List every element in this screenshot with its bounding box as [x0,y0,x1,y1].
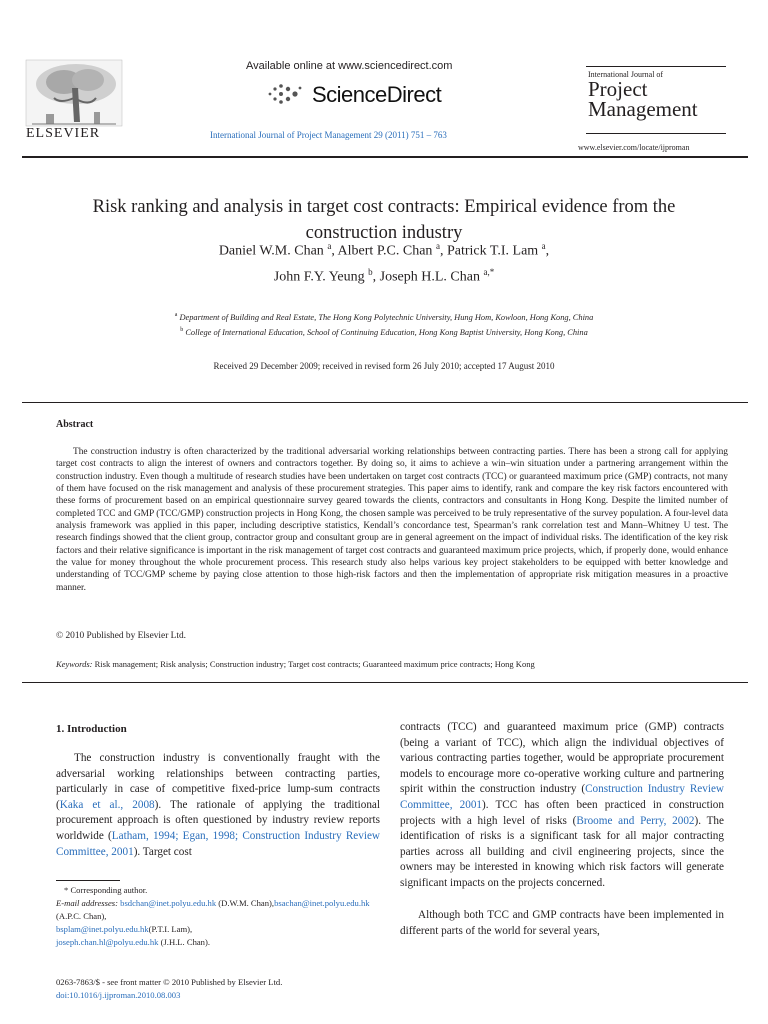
citation-link[interactable]: Latham, 1994; Egan, 1998; Construction Industry Review Committee, 2001 [56,829,380,858]
article-title: Risk ranking and analysis in target cost contracts: Empirical evidence from the construction industry [92,197,676,243]
abstract-heading: Abstract [56,419,94,430]
issn-doi [56,976,282,1002]
body-text: ). Target cost [133,845,192,858]
email-label: E-mail addresses: [56,898,118,908]
author-affiliation-mark: a,* [483,266,495,277]
keywords-label: Keywords: [56,659,93,669]
author-name: John F.Y. Yeung [273,269,365,285]
email-link[interactable]: bsplam@inet.polyu.edu.hk [56,924,149,934]
journal-logo-line1: Project [588,77,648,101]
author-name: Daniel W.M. Chan [218,243,324,259]
affiliation-line [60,309,708,324]
abstract-copyright: © 2010 Published by Elsevier Ltd. [56,631,187,641]
email-owner: (A.P.C. Chan), [56,911,107,921]
author-affiliation-mark: a [327,241,332,251]
body-text: ). The identification of risks is a significant task for all major contracting parties across all building and civil engineering projects, since the owners may be interested in knowing which risk factors will generate significant impacts on the projects concerned. [400,814,724,889]
affiliation-line [60,324,708,339]
author-line-1: Daniel W.M. Chan $^a$, Albert P.C. Chan $^a$, Patrick T.I. Lam $^a$, [218,241,550,259]
affiliation-mark: b [180,326,184,333]
issn-line: 0263-7863/$ - see front matter © 2010 Published by Elsevier Ltd. [56,977,283,987]
author-line-2: John F.Y. Yeung $^b$, Joseph H.L. Chan $^{a,*}$ [273,266,495,285]
author-affiliation-mark: a [435,241,440,251]
sciencedirect-wordmark: ScienceDirect [312,82,442,107]
corresponding-author-note: * Corresponding author. [64,885,148,895]
affiliation-text: College of International Education, School of Continuing Education, Hong Kong Baptist University, Hong Kong, China [185,327,588,337]
journal-logo-rule-top [586,66,726,67]
email-link[interactable]: bsachan@inet.polyu.edu.hk [274,898,370,908]
publisher-wordmark: ELSEVIER [26,126,101,141]
available-online-text: Available online at www.sciencedirect.com [246,60,453,72]
footnote-rule [56,880,120,881]
email-owner: (D.W.M. Chan), [216,898,275,908]
author-name: Patrick T.I. Lam [446,243,539,259]
author-affiliation-mark: a [541,241,546,251]
author-name: Joseph H.L. Chan [379,269,480,285]
body-text: ). TCC has often been practiced in construction projects with a high level of risks ( [400,798,724,827]
keywords [56,659,728,669]
affiliation-text: Department of Building and Real Estate, The Hong Kong Polytechnic University, Hung Hom, Kowloon, Hong Kong, China [179,312,594,322]
journal-citation-link[interactable]: International Journal of Project Management 29 (2011) 751 – 763 [210,130,447,140]
intro-column-2-para-1 [400,720,724,892]
email-owner: (P.T.I. Lam), [148,924,193,934]
author-name: Albert P.C. Chan [337,243,433,259]
keywords-list: Risk management; Risk analysis; Construction industry; Target cost contracts; Guaranteed maximum price contracts; Hong Kong [94,659,535,669]
footnotes [56,884,386,949]
intro-column-1 [56,751,380,860]
email-addresses [56,897,386,949]
journal-logo-line2: Management [588,97,698,121]
affiliations [60,309,708,339]
journal-logo-rule-bottom [586,133,726,134]
journal-logo-small: International Journal of [588,70,664,79]
body-text: ). The rationale of applying the traditional procurement approach is often questioned by industry review reports worldwide ( [56,798,380,842]
email-owner: (J.H.L. Chan). [158,937,210,947]
section-heading-introduction: 1. Introduction [56,723,127,735]
citation-link[interactable]: Broome and Perry, 2002 [576,814,695,827]
body-text: The construction industry is conventionally fraught with the adversarial working relationships between contracting parties, particularly in case of competitive fixed-price lump-sum contracts ( [56,752,380,811]
journal-url[interactable]: www.elsevier.com/locate/ijproman [578,143,690,152]
journal-logo [588,70,738,119]
body-text: contracts (TCC) and guaranteed maximum price (GMP) contracts (being a variant of TCC), which align the individual objectives of various contracting parties together, would be appropriate procurement models to encourage more co-operative working culture and partnering spirit within the construction industry ( [400,721,724,796]
abstract-body: The construction industry is often characterized by the traditional adversarial working relationships between contracting parties. There has been a strong call for applying target cost contracts to align the interest of owners and contractors together. By doing so, it aims to achieve a win–win situation under a partnering arrangement within the construction industry. Even though a multitude of research studies have been undertaken on target cost contracts (TCC) or guaranteed maximum price (GMP) contracts, not many of them have focused on the risk management and analysis of these procurement strategies. This paper aims to identify, rank and compare the key risk factors encountered with these forms of procurement based on an empirical questionnaire survey geared towards the clients, contractors and consultants in Hong Kong. Despite the limited number of completed TCC and GMP (TCC/GMP) construction projects in Hong Kong, the chosen sample was perceived to be truly representative of the survey population. A four-level data analysis framework was applied in this paper, including descriptive statistics, Kendall’s concordance test, Spearman’s rank correlation test and Mann–Whitney U test. The research findings showed that the client group, contractor group and consultant group are in general agreement on the impact of individual risks. The identification of the key risk factors and their relative significance is important in the risk management of target cost contracts and guaranteed maximum price projects, which, if properly done, would enhance the value for money throughout the whole procurement process. This research study also helps various key project stakeholders to be equipped with better knowledge and understanding of TCC/GMP scheme by paying close attention to those high-risk factors and then the implementation of appropriate risk mitigation measures in a proactive manner. [56,447,728,593]
intro-column-2-para-2: Although both TCC and GMP contracts have been implemented in different parts of the world for several years, [400,909,724,937]
received-dates: Received 29 December 2009; received in revised form 26 July 2010; accepted 17 August 2010 [213,361,555,371]
author-list [70,236,698,287]
abstract-bottom-rule [22,682,748,683]
citation-link[interactable]: Construction Industry Review Committee, 2001 [400,783,724,811]
header-divider [22,156,748,158]
author-affiliation-mark: b [368,266,373,277]
email-link[interactable]: joseph.chan.hl@polyu.edu.hk [56,937,159,947]
doi-link[interactable]: doi:10.1016/j.ijproman.2010.08.003 [56,990,181,1000]
abstract-top-rule [22,402,748,403]
citation-link[interactable]: Kaka et al., 2008 [59,798,155,811]
sciencedirect-dots-icon [266,82,304,106]
email-link[interactable]: bsdchan@inet.polyu.edu.hk [120,898,217,908]
affiliation-mark: a [174,312,178,318]
